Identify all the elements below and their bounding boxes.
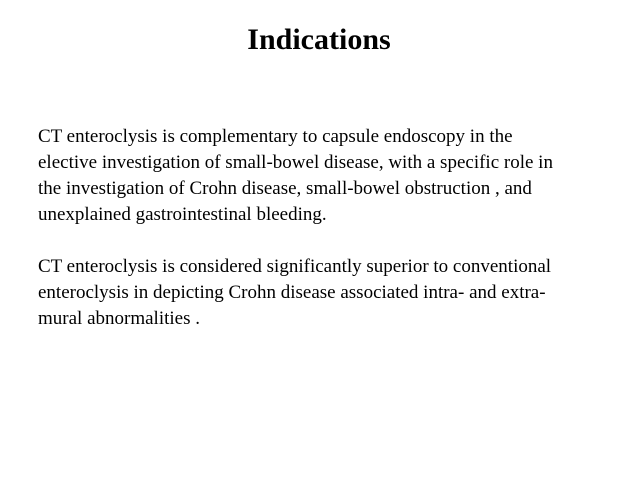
slide-title: Indications bbox=[247, 23, 391, 56]
paragraph-crohn-superiority: CT enteroclysis is considered significantly superior to conventional enteroclysis in depicting Crohn disease associated intra- and extra- mural abnormalities . bbox=[38, 256, 552, 329]
slide-body bbox=[38, 124, 618, 358]
paragraph-capsule-endoscopy: CT enteroclysis is complementary to capsule endoscopy in the elective investigation of small-bowel disease, with a specific role in the investigation of Crohn disease, small-bowel obstruction , and unexplained gastrointestinal bleeding. bbox=[38, 126, 553, 225]
